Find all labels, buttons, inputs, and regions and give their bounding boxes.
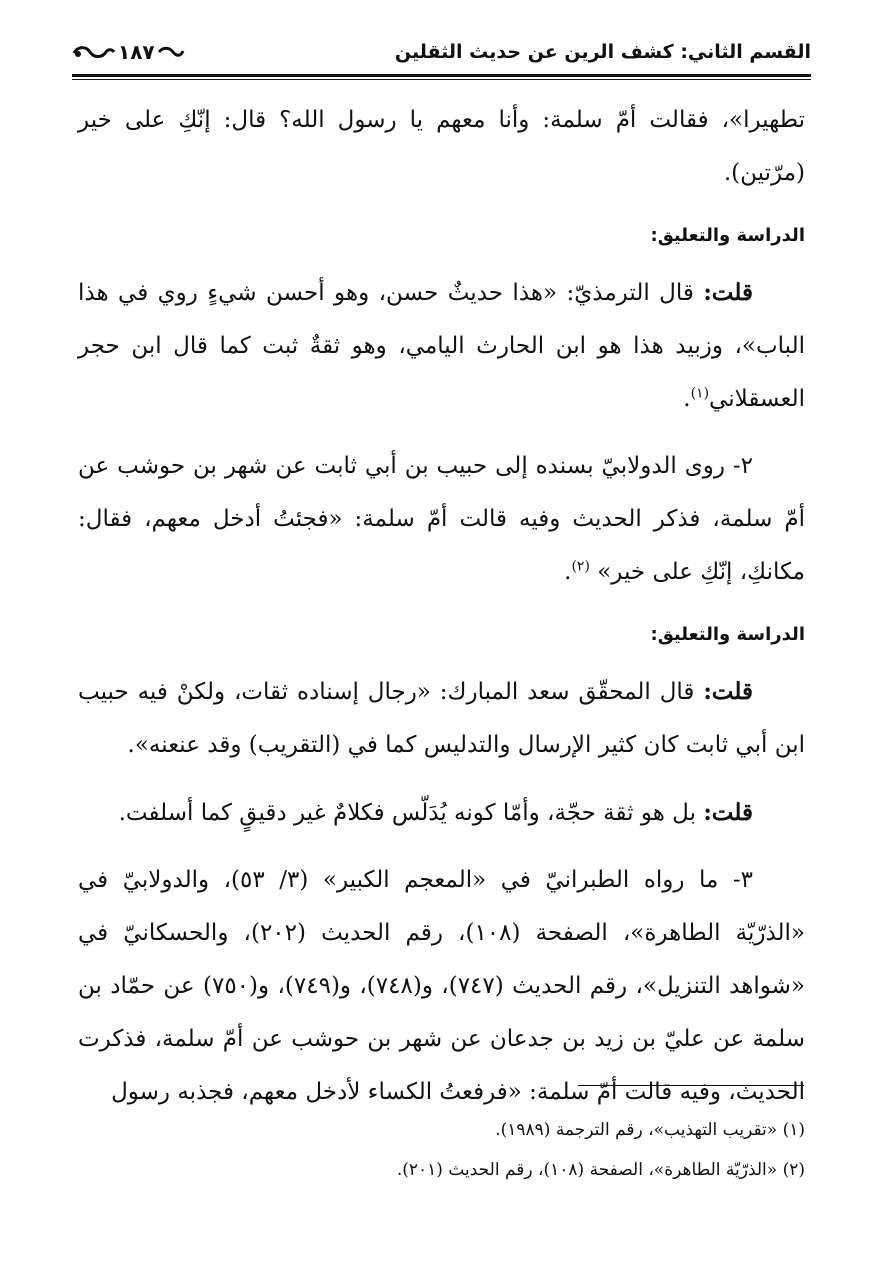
right-scroll-ornament-icon	[157, 43, 185, 61]
header-rule-thin	[72, 79, 811, 80]
footnote-separator	[578, 1085, 804, 1086]
paragraph-2-lead: قلت:	[703, 279, 753, 306]
section-heading-1: الدراسة والتعليق:	[650, 225, 805, 246]
paragraph-5-text: بل هو ثقة حجّة، وأمّا كونه يُدَلّس فكلامٌ غير دقيقٍ كما أسلفت.	[118, 800, 704, 826]
paragraph-3-text: ٢- روى الدولابيّ بسنده إلى حبيب بن أبي ثابت عن شهر بن حوشب عن أمّ سلمة، فذكر الحديث وفيه قالت أمّ سلمة: «فجئتُ أدخل معهم، فقال: مكانكِ، إنّكِ على خير»	[78, 453, 805, 585]
page-number: ١٨٧	[118, 40, 155, 64]
paragraph-4	[78, 665, 805, 772]
footnote-2: (٢) «الذرّيّة الطاهرة»، الصفحة (١٠٨)، رقم الحديث (٢٠١).	[396, 1160, 805, 1180]
paragraph-4-text: قال المحقّق سعد المبارك: «رجال إسناده ثقات، ولكنْ فيه حبيب ابن أبي ثابت كان كثير الإرسال والتدليس كما في (التقريب) وقد عنعنه».	[78, 679, 805, 758]
paragraph-5	[78, 786, 805, 840]
footnote-1: (١) «تقريب التهذيب»، رقم الترجمة (١٩٨٩).	[495, 1120, 805, 1140]
main-text	[78, 94, 805, 1133]
paragraph-4-lead: قلت:	[703, 678, 753, 705]
footnote-ref-2[interactable]: (٢)	[571, 558, 590, 575]
paragraph-3	[78, 440, 805, 599]
paragraph-2-end: .	[683, 386, 691, 412]
footnotes	[78, 1110, 805, 1190]
paragraph-5-lead: قلت:	[703, 799, 753, 826]
paragraph-6: ٣- ما رواه الطبرانيّ في «المعجم الكبير» (٣/ ٥٣)، والدولابيّ في «الذرّيّة الطاهرة»، الصفحة (١٠٨)، رقم الحديث (٢٠٢)، والحسكانيّ في «شواهد التنزيل»، رقم الحديث (٧٤٧)، و(٧٤٨)، و(٧٤٩)، و(٧٥٠) عن حمّاد بن سلمة عن عليّ بن زيد بن جدعان عن شهر بن حوشب عن أمّ سلمة، فذكرت الحديث، وفيه قالت أمّ سلمة: «فرفعتُ الكساء لأدخل معهم، فجذبه رسول	[78, 867, 806, 1105]
left-scroll-ornament-icon	[72, 43, 116, 61]
paragraph-2	[78, 266, 805, 426]
running-title: القسم الثاني: كشف الرين عن حديث الثقلين	[394, 41, 811, 63]
paragraph-1: تطهيرا»، فقالت أمّ سلمة: وأنا معهم يا رسول الله؟ قال: إنّكِ على خير (مرّتين).	[78, 107, 805, 186]
paragraph-3-end: .	[564, 559, 572, 585]
paragraph-2-text: قال الترمذيّ: «هذا حديثٌ حسن، وهو أحسن شيءٍ روي في هذا الباب»، وزبيد هذا هو ابن الحارث اليامي، وهو ثقةٌ ثبت كما قال ابن حجر العسقلاني	[78, 280, 805, 412]
page-header	[72, 32, 811, 72]
page-number-ornament	[72, 40, 185, 64]
section-heading-2: الدراسة والتعليق:	[650, 624, 805, 645]
header-rule-thick	[72, 74, 811, 77]
footnote-ref-1[interactable]: (١)	[690, 385, 710, 402]
